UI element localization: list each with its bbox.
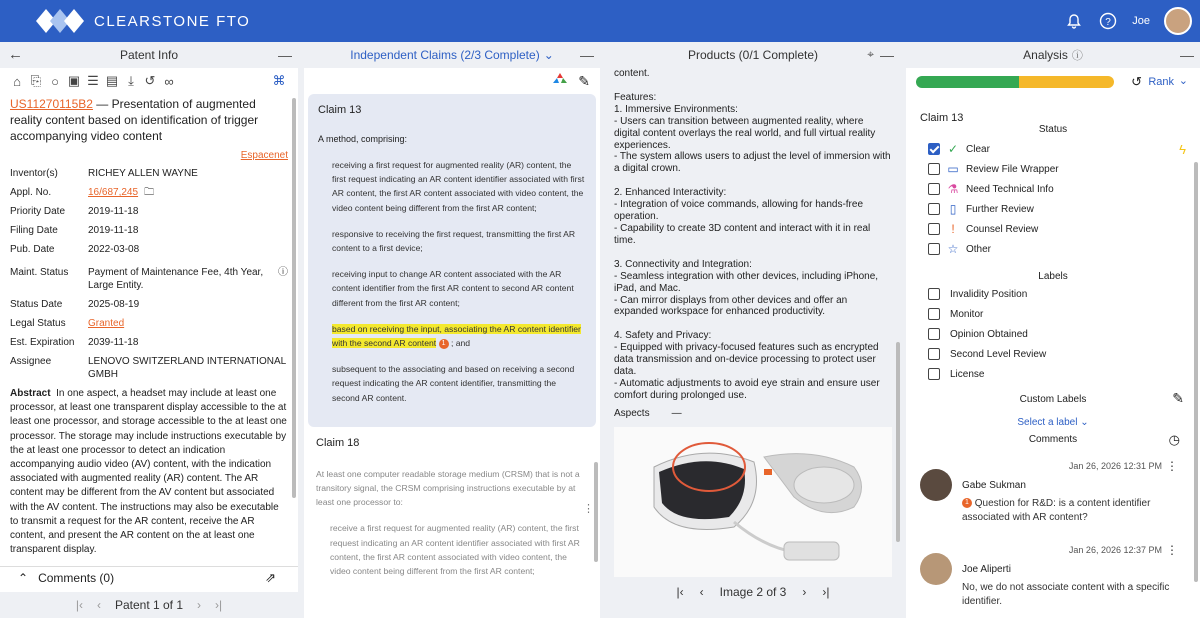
claims-scrollbar[interactable] — [594, 462, 598, 562]
field-label: Priority Date — [10, 206, 66, 217]
field-row — [0, 205, 298, 218]
aspects-label: Aspects — [614, 407, 650, 419]
status-checkbox[interactable] — [928, 243, 940, 255]
avatar — [920, 553, 952, 585]
label-text: Opinion Obtained — [950, 328, 1028, 340]
abstract: Abstract In one aspect, a headset may include at least one processor, at least one transparent display accessible to the at least one processor, and storage accessible to the at least one processor. The storage may include instructions executable by the at least one processor to detect an indication accompanying audio video (AV) content, with the indication associated with augmented reality (AR) content. The AR content may be different from the AV content but associated with the AV content. The instructions may also be executable to transmit a request for the AR content, receive the AR content, and present the AR content on the at least one transparent display. — [10, 388, 287, 556]
edit-icon[interactable]: ✎ — [578, 72, 590, 89]
prev-image-icon[interactable]: ‹ — [699, 584, 704, 599]
analysis-header — [906, 42, 1200, 68]
status-label: Other — [966, 243, 992, 255]
headset-image — [614, 427, 892, 577]
hierarchy-icon[interactable]: ⌘ — [272, 73, 286, 88]
label-checkbox[interactable] — [928, 328, 940, 340]
claim-13-intro: A method, comprising: — [318, 134, 408, 144]
top-bar — [0, 0, 1200, 42]
patent-scrollbar[interactable] — [292, 98, 296, 498]
alert-doc-icon: ! — [951, 222, 955, 236]
avatar — [920, 469, 952, 501]
label-option[interactable] — [906, 284, 1200, 304]
claim-18[interactable] — [304, 427, 600, 600]
status-label: Review File Wrapper — [966, 163, 1059, 175]
chevron-up-icon[interactable]: ⌃ — [18, 570, 29, 585]
label-text: License — [950, 368, 985, 380]
field-value: Payment of Maintenance Fee, 4th Year, Large Entity. — [88, 267, 264, 291]
status-option[interactable] — [906, 239, 1200, 259]
field-value[interactable]: 16/687,245 — [88, 187, 139, 198]
status-option[interactable] — [906, 179, 1200, 199]
open-external-icon[interactable]: ⇗ — [265, 569, 276, 585]
flask-icon: ⚗ — [947, 182, 959, 196]
field-value: 2022-03-08 — [88, 244, 140, 255]
collapse-icon[interactable]: — — [278, 47, 292, 63]
brand-logo[interactable] — [34, 7, 250, 35]
list-icon[interactable]: ☰ — [87, 73, 99, 88]
collapse-icon[interactable]: — — [580, 47, 594, 63]
comment-item — [906, 459, 1200, 525]
comment-text: 1 Question for R&D: is a content identifier associated with AR content? — [962, 498, 1151, 523]
download-icon[interactable]: ⤓ — [128, 73, 134, 88]
label-option[interactable] — [906, 304, 1200, 324]
espacenet-link[interactable]: Espacenet — [240, 150, 288, 161]
claims-panel — [304, 42, 600, 618]
progress-remaining — [1019, 76, 1114, 88]
status-heading: Status — [1038, 124, 1068, 135]
progress-complete — [916, 76, 1019, 88]
patent-title: US11270115B2 — Presentation of augmented reality content based on identification of trigger accompanying video content — [10, 97, 259, 143]
comment-author: Gabe Sukman — [962, 480, 1026, 491]
patent-comments-bar[interactable] — [0, 566, 298, 588]
link-icon[interactable]: ∞ — [164, 73, 174, 89]
field-value: 2019-11-18 — [88, 206, 139, 217]
attach-icon[interactable]: ⎘ — [30, 73, 42, 88]
status-checkbox[interactable] — [928, 163, 940, 175]
lightning-icon[interactable]: ϟ — [1179, 142, 1186, 157]
field-value[interactable]: Granted — [88, 318, 125, 329]
comment-icon[interactable]: ○ — [51, 73, 59, 89]
first-image-icon[interactable]: |‹ — [676, 584, 684, 599]
claim-step: receive a first request for augmented reality (AR) content, the first request indicating an AR content identifier associated with first AR content, the first AR content associated with video content, the video content being different from the first AR content; — [330, 523, 580, 577]
patent-toolbar — [0, 68, 298, 94]
clock-icon[interactable]: ◷ — [1168, 432, 1180, 447]
folder-icon[interactable]: 🗀 — [144, 187, 155, 198]
status-option[interactable] — [906, 199, 1200, 219]
rank-dropdown[interactable]: Rank — [1148, 76, 1174, 88]
product-image[interactable] — [614, 427, 892, 577]
field-label: Appl. No. — [10, 187, 52, 198]
collapse-icon[interactable]: — — [880, 47, 894, 63]
svg-text:?: ? — [1105, 17, 1112, 28]
field-row — [0, 224, 298, 237]
claim-step: subsequent to the associating and based on receiving a second request indicating the AR content identifier, transmitting the second AR content. — [332, 364, 575, 403]
image-navigator — [606, 585, 900, 599]
prev-page-icon[interactable]: ‹ — [96, 598, 101, 612]
first-page-icon[interactable]: |‹ — [75, 598, 83, 612]
claim-18-title: Claim 18 — [316, 436, 360, 449]
chevron-down-icon[interactable]: ⌄ — [1178, 75, 1188, 87]
next-image-icon[interactable]: › — [802, 584, 807, 599]
brand-name: CLEARSTONE FTO — [94, 12, 251, 30]
last-image-icon[interactable]: ›| — [822, 584, 830, 599]
logo-mark-icon — [34, 7, 88, 35]
label-option[interactable] — [906, 364, 1200, 384]
claims-title[interactable]: Independent Claims (2/3 Complete) — [350, 48, 540, 62]
custom-labels-heading: Custom Labels ✎ — [1019, 390, 1184, 406]
kebab-icon[interactable]: ⋮ — [1166, 543, 1178, 557]
comment-item — [906, 543, 1200, 609]
field-value: 2039-11-18 — [88, 337, 139, 348]
field-label: Maint. Status — [10, 267, 69, 278]
field-label: Status Date — [10, 299, 63, 310]
collapse-icon[interactable]: — — [1180, 47, 1194, 63]
aspects-row — [606, 402, 900, 419]
patent-number-link[interactable]: US11270115B2 — [10, 97, 93, 111]
folder-search-icon: ▭ — [947, 162, 959, 176]
status-label: Need Technical Info — [966, 183, 1054, 195]
label-checkbox[interactable] — [928, 288, 940, 300]
status-label: Clear — [966, 143, 990, 155]
status-list — [906, 139, 1200, 259]
field-label: Pub. Date — [10, 244, 55, 255]
user-name[interactable]: Joe — [1132, 15, 1150, 27]
label-checkbox[interactable] — [928, 368, 940, 380]
info-icon[interactable]: ⓘ — [278, 267, 288, 278]
status-option[interactable] — [906, 139, 1200, 159]
field-label: Inventor(s) — [10, 168, 58, 179]
claim-step: responsive to receiving the first request, transmitting the first AR content to a first device; — [332, 228, 576, 254]
comment-date: Jan 26, 2026 12:31 PM — [1068, 461, 1162, 471]
claim-13[interactable] — [308, 94, 596, 427]
claim-step-highlighted[interactable]: based on receiving the input, associating the AR content identifier with the second AR content 1 ; and — [332, 323, 581, 349]
analysis-claim-title: Claim 13 — [920, 112, 964, 124]
patent-info-header — [0, 42, 298, 68]
star-icon: ☆ — [947, 242, 959, 256]
select-label-dropdown[interactable]: Select a label ⌄ — [1017, 417, 1089, 428]
color-wheel-icon[interactable] — [552, 72, 568, 91]
patent-info-panel — [0, 42, 298, 618]
claim-18-intro: At least one computer readable storage medium (CRSM) that is not a transitory signal, the CRSM comprising instructions executable by at least one processor to: — [316, 468, 580, 508]
analysis-progress-bar — [916, 76, 1114, 88]
field-value: LENOVO SWITZERLAND INTERNATIONAL GMBH — [88, 356, 286, 380]
field-row — [0, 243, 298, 256]
info-icon[interactable]: ⓘ — [1071, 50, 1083, 62]
comment-text: No, we do not associate content with a specific identifier. — [962, 582, 1170, 607]
tag-icon[interactable]: ⌂ — [13, 73, 21, 89]
status-option[interactable] — [906, 219, 1200, 239]
analysis-scrollbar[interactable] — [1194, 162, 1198, 582]
image-counter: Image 2 of 3 — [719, 584, 787, 599]
products-title: Products (0/1 Complete) — [687, 48, 819, 62]
chevron-down-icon[interactable]: ⌄ — [543, 48, 554, 62]
edit-icon[interactable]: ✎ — [1172, 390, 1184, 406]
status-option[interactable] — [906, 159, 1200, 179]
doc-search-icon: ▯ — [949, 202, 957, 216]
patent-fields — [0, 167, 298, 381]
field-row — [0, 336, 298, 349]
field-value: 2019-11-18 — [88, 225, 139, 236]
label-option[interactable] — [906, 344, 1200, 364]
field-value: RICHEY ALLEN WAYNE — [88, 168, 198, 179]
labels-list — [906, 284, 1200, 384]
patent-info-title: Patent Info — [119, 48, 179, 62]
products-panel — [606, 42, 900, 618]
label-checkbox[interactable] — [928, 308, 940, 320]
label-text: Invalidity Position — [950, 288, 1028, 300]
comments-heading: Comments ◷ — [1028, 432, 1180, 447]
label-checkbox[interactable] — [928, 348, 940, 360]
status-checkbox[interactable] — [928, 183, 940, 195]
check-circle-icon: ✓ — [947, 142, 959, 156]
status-label: Further Review — [966, 203, 1034, 215]
field-label: Filing Date — [10, 225, 58, 236]
label-text: Monitor — [950, 308, 984, 320]
comments-label: Comments (0) — [38, 570, 115, 585]
bell-icon[interactable] — [1064, 11, 1084, 31]
compress-icon[interactable]: ⌖ — [867, 47, 874, 61]
status-checkbox[interactable] — [928, 203, 940, 215]
products-header — [606, 42, 900, 68]
analysis-panel — [906, 42, 1200, 618]
labels-heading: Labels — [1038, 271, 1068, 282]
comment-author: Joe Aliperti — [962, 564, 1011, 575]
history-icon[interactable]: ↺ — [144, 73, 156, 88]
field-label: Est. Expiration — [10, 337, 75, 348]
history-icon[interactable]: ↺ — [1131, 74, 1142, 89]
claims-header — [304, 42, 600, 68]
analysis-toolbar — [906, 68, 1200, 96]
field-label: Legal Status — [10, 318, 66, 329]
field-row — [0, 167, 298, 180]
comment-date: Jan 26, 2026 12:37 PM — [1068, 545, 1162, 555]
claim-step: receiving a first request for augmented reality (AR) content, the first request indicating an AR content identifier associated with first AR content, the first AR content associated with video content, the video content being different from the first AR content; — [332, 160, 585, 213]
field-row — [0, 317, 298, 330]
claim-step: receiving input to change AR content associated with the AR content identifier from the first AR content to second AR content different from the first AR content; — [332, 269, 574, 308]
field-row — [0, 266, 298, 292]
status-checkbox[interactable] — [928, 223, 940, 235]
field-label: Assignee — [10, 356, 52, 367]
patent-pager-label: Patent 1 of 1 — [114, 598, 184, 612]
comment-badge[interactable]: 1 — [962, 498, 972, 508]
image-icon[interactable]: ▣ — [67, 73, 81, 88]
claim-13-title: Claim 13 — [318, 104, 362, 116]
back-arrow-icon[interactable]: ← — [8, 46, 23, 63]
status-checkbox[interactable] — [928, 143, 940, 155]
product-description: content. Features: 1. Immersive Environments: - Users can transition between augmented reality, where digital content overlays the real world, and full virtual reality experiences. - The system allows users to adjust the level of immersion with a digital crown. 2. Enhanced Interactivity: - Integration of voice commands, allowing for hands-free operation. - Capability to create 3D content and interact with it in real time. 3. Connectivity and Integration: - Seamless integration with other devices, including iPhone, iPad, and Mac. - Can mirror displays from other devices and offer an expanded workspace for enhanced productivity. 4. Safety and Privacy: - Equipped with privacy-focused features such as encrypted data transmission and on-device processing to protect user data. - Automatic adjustments to avoid eye strain and ensure user comfort during prolonged use. — [614, 68, 891, 401]
user-avatar[interactable] — [1164, 7, 1192, 35]
kebab-icon[interactable]: ⋮ — [1166, 459, 1178, 473]
label-text: Second Level Review — [950, 348, 1047, 360]
kebab-icon[interactable]: ⋮ — [583, 503, 594, 515]
label-option[interactable] — [906, 324, 1200, 344]
status-label: Counsel Review — [966, 223, 1039, 235]
document-icon[interactable]: ▤ — [105, 73, 119, 88]
aspects-collapse-icon[interactable]: — — [671, 407, 682, 419]
products-scrollbar[interactable] — [896, 342, 900, 542]
help-icon[interactable] — [1098, 11, 1118, 31]
patent-pager — [0, 592, 298, 618]
next-page-icon[interactable]: › — [197, 598, 202, 612]
last-page-icon[interactable]: ›| — [215, 598, 223, 612]
analysis-title: Analysis — [1023, 48, 1068, 62]
field-row — [0, 298, 298, 311]
field-row — [0, 355, 298, 381]
field-row — [0, 186, 298, 199]
comment-badge[interactable]: 1 — [439, 339, 449, 349]
field-value: 2025-08-19 — [88, 299, 140, 310]
